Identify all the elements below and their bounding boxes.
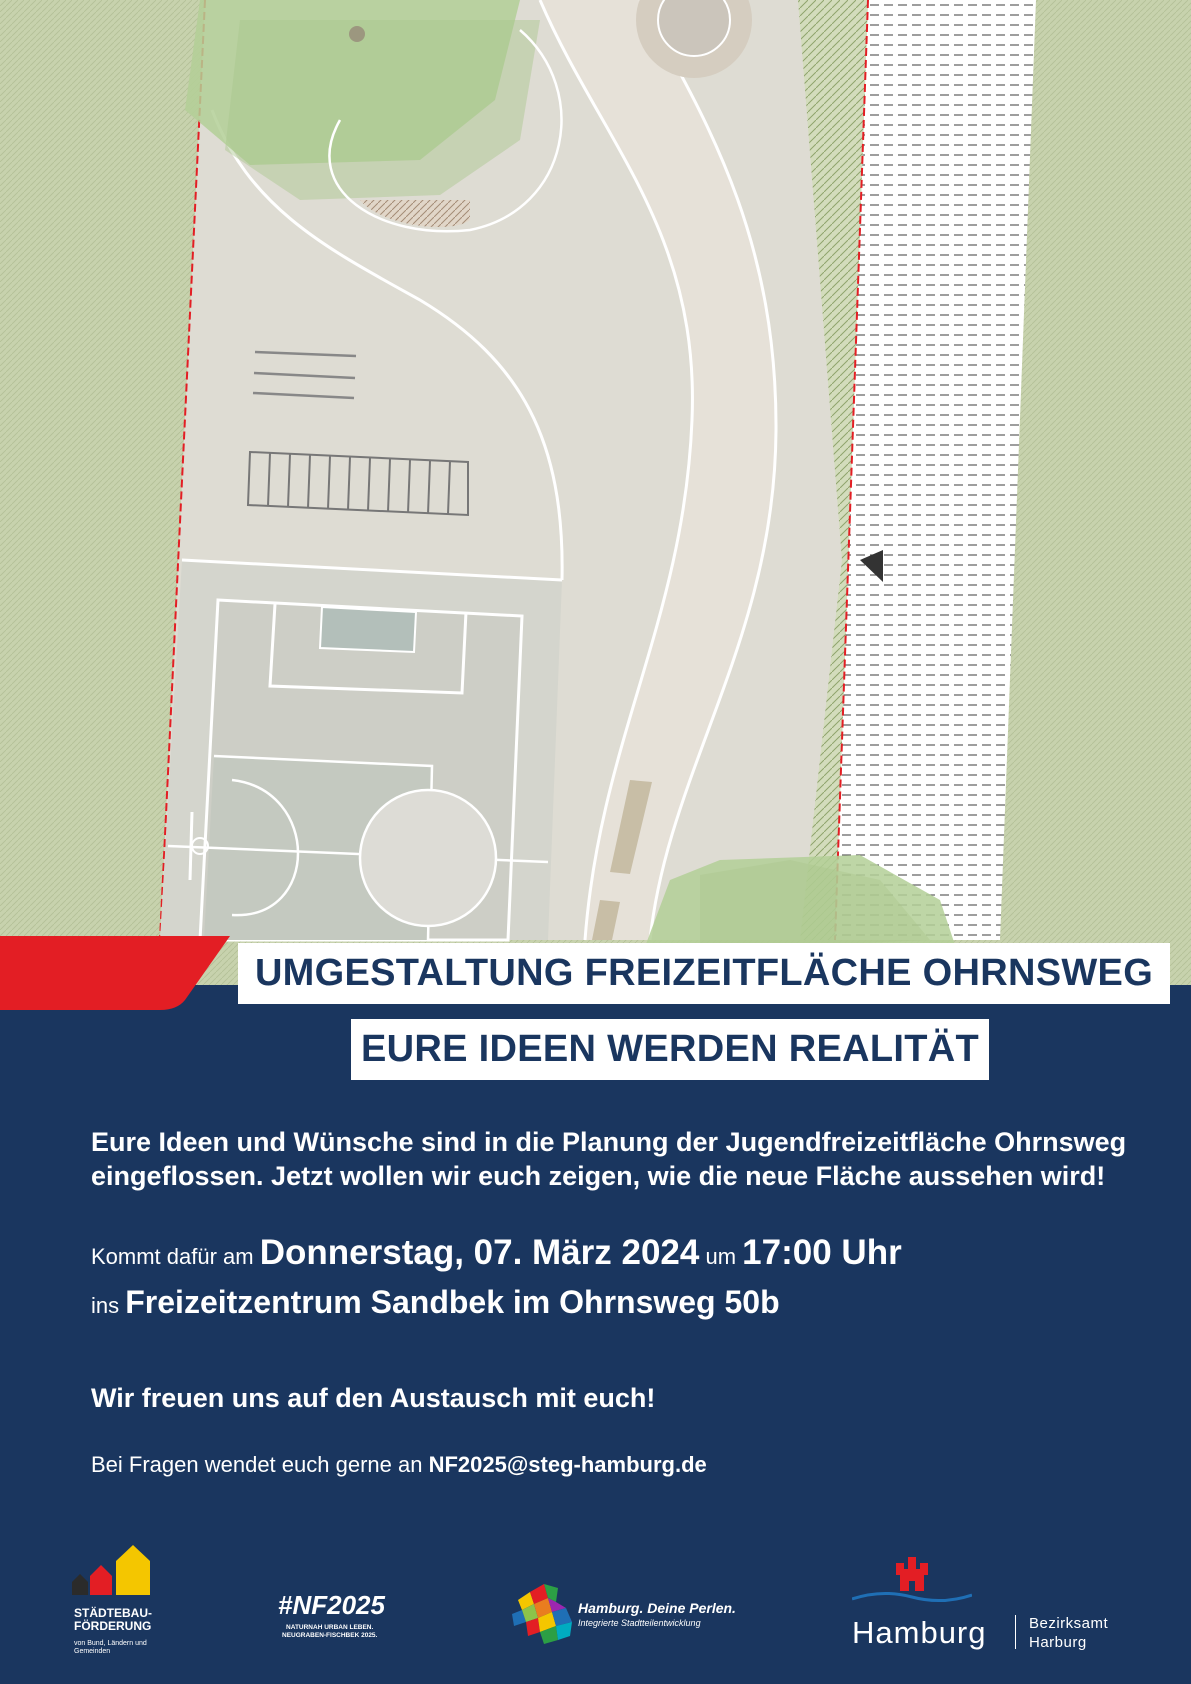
logo-divider: [1015, 1615, 1016, 1649]
hamburg-perlen-logo: [508, 1578, 748, 1650]
red-accent-bar: [0, 936, 230, 1010]
staedtebau-subtitle: von Bund, Ländern und Gemeinden: [74, 1640, 147, 1655]
city-map-icon: [508, 1578, 580, 1650]
invitation-ins: ins: [91, 1293, 120, 1318]
invitation-line-2: [91, 1279, 780, 1329]
greeting-text: Wir freuen uns auf den Austausch mit euch!: [91, 1383, 656, 1413]
invitation-um: um: [705, 1244, 737, 1269]
event-date: Donnerstag, 07. März 2024: [259, 1233, 700, 1272]
staedtebau-name: STÄDTEBAU- FÖRDERUNG: [74, 1606, 152, 1633]
goal-area: [320, 607, 416, 652]
tree-trunk: [349, 26, 365, 42]
title-line-1: UMGESTALTUNG FREIZEITFLÄCHE OHRNSWEG: [238, 943, 1170, 1004]
staedtebaufoerderung-logo: [72, 1545, 172, 1660]
nf2025-subtitle: NATURNAH URBAN LEBEN. NEUGRABEN-FISCHBEK 2025.: [282, 1624, 378, 1639]
perlen-subtitle: Integrierte Stadtteilentwicklung: [578, 1618, 701, 1628]
event-time: 17:00 Uhr: [742, 1233, 902, 1272]
title-line-2: EURE IDEEN WERDEN REALITÄT: [351, 1019, 989, 1080]
invitation-prefix: Kommt dafür am: [91, 1244, 254, 1269]
intro-line-2: eingeflossen. Jetzt wollen wir euch zeigen, wie die neue Fläche aussehen wird!: [91, 1161, 1106, 1191]
contact-email[interactable]: NF2025@steg-hamburg.de: [428, 1452, 707, 1477]
intro-line-1: Eure Ideen und Wünsche sind in die Planung der Jugendfreizeitfläche Ohrnsweg: [91, 1127, 1127, 1157]
nf2025-tag: #NF2025: [278, 1590, 385, 1620]
hamburg-bezirksamt-logo: [852, 1555, 1122, 1655]
houses-icon: [72, 1545, 152, 1600]
hamburg-name: Hamburg: [852, 1615, 987, 1650]
invitation-line-1: [91, 1230, 902, 1280]
contact-prefix: Bei Fragen wendet euch gerne an: [91, 1452, 423, 1477]
center-circle: [360, 790, 496, 926]
bezirksamt-name: Bezirksamt Harburg: [1029, 1615, 1109, 1651]
nf2025-logo: [278, 1590, 388, 1650]
intro-text: [91, 1125, 1126, 1193]
backboard: [190, 812, 192, 880]
hamburg-castle-icon: [852, 1555, 972, 1605]
event-location: Freizeitzentrum Sandbek im Ohrnsweg 50b: [125, 1284, 780, 1320]
contact-line: [91, 1452, 707, 1478]
perlen-name: Hamburg. Deine Perlen.: [578, 1600, 736, 1616]
